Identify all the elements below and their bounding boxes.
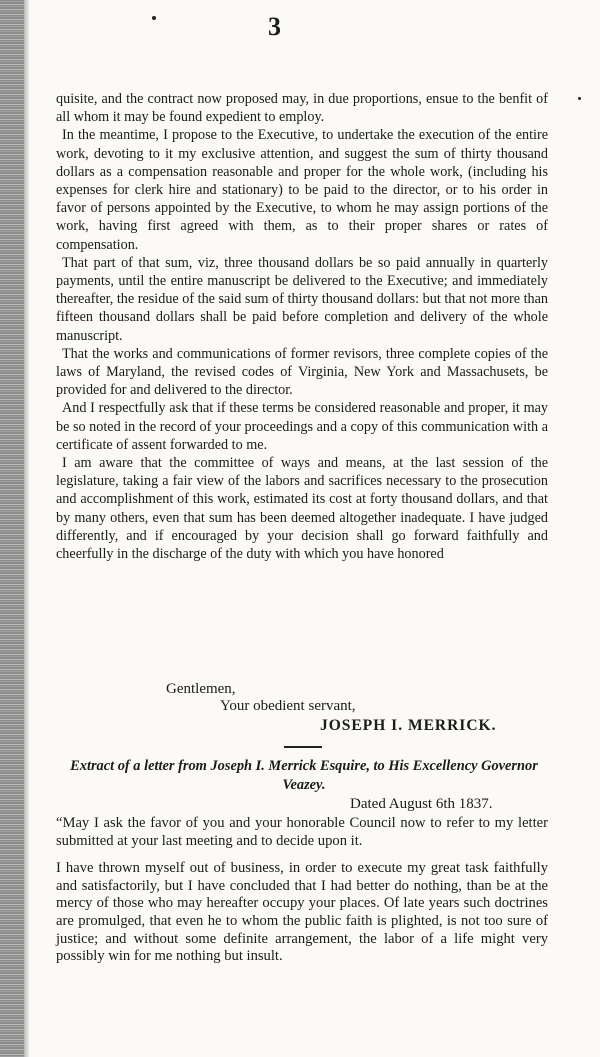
paragraph: I have thrown myself out of business, in order to execute my great task faithfully and satisfactorily, but I have concluded that I had better do nothing, than be at the mercy of those who may hereafter occupy your places. Of late years such doctrines are promulged, that even he to whom the public faith is plighted, is not too sure of justice; and without some definite arrangement, the labor of a life might very possibly win for me nothing but insult. [56,860,548,965]
paragraph: That the works and communications of former revisors, three complete copies of the laws of Maryland, the revised codes of Virginia, New York and Massachusets, be provided for and delivered to the director. [56,345,548,399]
ink-speck [152,16,156,20]
ink-speck [578,97,581,100]
date-line: Dated August 6th 1837. [350,796,493,812]
scan-edge-shadow [0,0,24,1057]
extract-heading: Extract of a letter from Joseph I. Merrick Esquire, to His Excellency Governor Veazey. [70,758,538,793]
letter-body [56,90,548,563]
page-number: 3 [268,12,282,41]
paragraph: “May I ask the favor of you and your honorable Council now to refer to my letter submitted at your last meeting and to decide upon it. [56,815,548,849]
paragraph: That part of that sum, viz, three thousand dollars be so paid annually in quarterly payments, until the entire manuscript be delivered to the Executive; and immediately thereafter, the residue of the said sum of thirty thousand dollars: but that not more than fifteen thousand dollars shall be paid before completion and delivery of the whole manuscript. [56,254,548,344]
paragraph: I am aware that the committee of ways and means, at the last session of the legislature, taking a fair view of the labors and sacrifices necessary to the prosecution and accomplishment of this work, estimated its cost at forty thousand dollars, and that by many others, even that sum has been deemed altogether inadequate. I have judged differently, and if encouraged by your decision shall go forward faithfully and cheerfully in the discharge of the duty with which you have honored [56,455,548,563]
paragraph: quisite, and the contract now proposed may, in due proportions, ensue to the benfit of all whom it may be found expedient to employ. [56,91,548,126]
section-divider [284,746,322,748]
scan-edge-fade [24,0,30,1057]
paragraph: And I respectfully ask that if these terms be considered reasonable and proper, it may be so noted in the record of your proceedings and a copy of this communication with a certificate of assent forwarded to me. [56,400,548,453]
signature: JOSEPH I. MERRICK. [320,717,497,734]
valediction: Your obedient servant, [220,698,356,714]
paragraph: In the meantime, I propose to the Executive, to undertake the execution of the entire work, devoting to it my exclusive attention, and suggest the sum of thirty thousand dollars as a compensation reasonable and proper for the whole work, (including his expenses for clerk hire and stationary) to be paid to the director, or to his order in favor of persons appointed by the Executive, to whom he may assign portions of the work, having first agreed with them, as to their proper shares or rates of compensation. [56,127,548,253]
extract-body [56,815,548,976]
salutation: Gentlemen, [166,681,236,697]
